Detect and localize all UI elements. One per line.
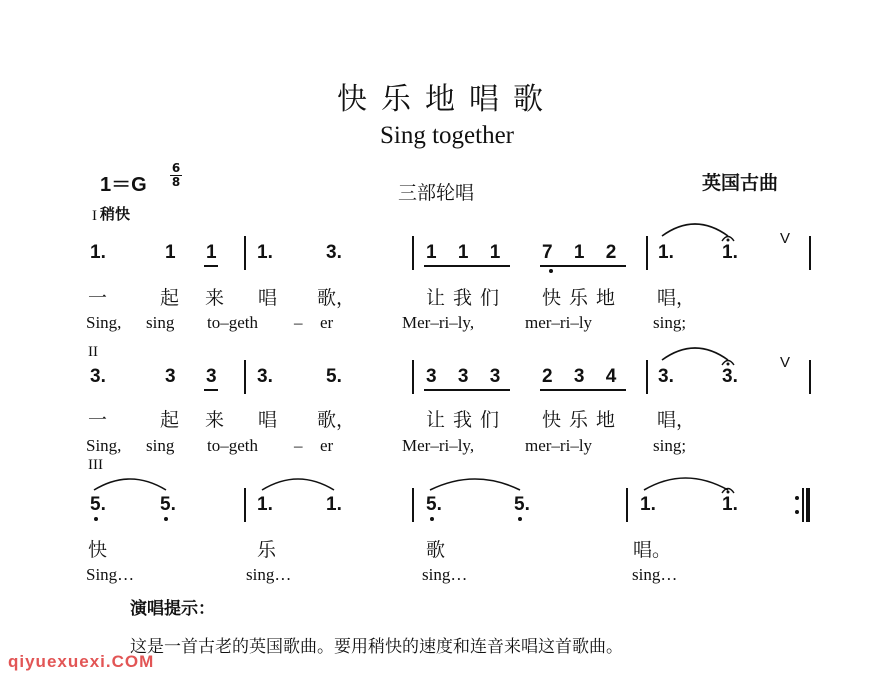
lyric: 让我们 xyxy=(426,409,508,431)
note: 5. xyxy=(426,494,442,515)
underlines xyxy=(204,266,626,390)
lyric: 来 xyxy=(205,409,225,431)
lower-octave-dot xyxy=(430,517,434,521)
fermata-dots xyxy=(727,239,730,494)
note: 3 xyxy=(165,366,176,387)
lower-octave-dot xyxy=(518,517,522,521)
note: 3. xyxy=(257,366,273,387)
note: 5. xyxy=(514,494,530,515)
lyric: sing… xyxy=(246,565,292,584)
octave-dots xyxy=(94,269,553,521)
lower-octave-dot xyxy=(164,517,168,521)
lyric: 快乐地 xyxy=(542,287,624,309)
repeat-dots xyxy=(795,496,799,514)
repeat-dot xyxy=(795,496,799,500)
note: 1. xyxy=(326,494,342,515)
note: 1. xyxy=(640,494,656,515)
song-subtitle: Sing together xyxy=(379,122,514,149)
slur xyxy=(94,479,166,490)
note: 2 3 4 xyxy=(542,366,625,387)
slur xyxy=(430,479,520,490)
lyric: sing… xyxy=(422,565,468,584)
lyric: to–geth xyxy=(207,436,258,455)
note: 1. xyxy=(722,494,738,515)
lyric: er xyxy=(320,436,334,455)
part-label-2: II xyxy=(88,344,98,360)
lyric: Mer–ri–ly, xyxy=(402,313,475,332)
lyric: sing xyxy=(146,436,175,455)
lyric: 歌 xyxy=(426,539,446,561)
slur xyxy=(662,224,728,236)
slurs xyxy=(94,224,728,490)
lower-octave-dot xyxy=(94,517,98,521)
lyric: 快乐地 xyxy=(542,409,624,431)
note: 3. xyxy=(326,242,342,263)
lyric: 歌， xyxy=(317,409,356,431)
lyric: 让我们 xyxy=(426,287,508,309)
song-title: 快乐地唱歌 xyxy=(337,82,557,117)
note: 3. xyxy=(90,366,106,387)
note: 3. xyxy=(658,366,674,387)
note: 3. xyxy=(722,366,738,387)
note: 1. xyxy=(722,242,738,263)
lyric: 歌， xyxy=(317,287,356,309)
fermata-dot xyxy=(727,239,730,242)
lyric: – xyxy=(294,313,303,332)
key-signature: 1＝G xyxy=(100,174,147,196)
lyric: 起 xyxy=(160,287,180,309)
fermata-dot xyxy=(727,491,730,494)
lyric: sing; xyxy=(653,436,687,455)
part-label-1: I xyxy=(92,208,97,224)
lyric: 唱， xyxy=(657,287,696,309)
lyric: Sing, xyxy=(86,313,122,332)
time-signature-top: 6 xyxy=(171,161,181,175)
song-origin: 英国古曲 xyxy=(702,172,779,194)
lyric: 一 xyxy=(88,287,108,309)
lyric: Sing, xyxy=(86,436,122,455)
lyric: Sing… xyxy=(86,565,135,584)
lyric: sing… xyxy=(632,565,678,584)
note: 1. xyxy=(257,494,273,515)
note: 5. xyxy=(326,366,342,387)
lyric: sing; xyxy=(653,313,687,332)
breath-mark: V xyxy=(780,230,791,247)
lyric: 唱 xyxy=(258,287,278,309)
bar-lines xyxy=(245,236,810,522)
lyric: er xyxy=(320,313,334,332)
slur xyxy=(644,478,728,490)
lyric: sing xyxy=(146,313,175,332)
note: 3 xyxy=(206,366,217,387)
lyric: 起 xyxy=(160,409,180,431)
lyric: 唱 xyxy=(258,409,278,431)
lyric: mer–ri–ly xyxy=(525,436,593,455)
note: 1. xyxy=(658,242,674,263)
lyric: Mer–ri–ly, xyxy=(402,436,475,455)
part-label-3: III xyxy=(88,457,103,473)
slur xyxy=(662,348,728,360)
note: 1 xyxy=(206,242,217,263)
fermata-dot xyxy=(727,363,730,366)
site-watermark: qiyuexuexi.COM xyxy=(8,652,155,671)
note: 1. xyxy=(90,242,106,263)
note: 1 1 1 xyxy=(426,242,509,263)
repeat-dot xyxy=(795,510,799,514)
performance-hints-text: 这是一首古老的英国歌曲。要用稍快的速度和连音来唱这首歌曲。 xyxy=(130,637,623,657)
note: 5. xyxy=(160,494,176,515)
note: 1. xyxy=(257,242,273,263)
lyric: 乐 xyxy=(257,539,277,561)
lyric: mer–ri–ly xyxy=(525,313,593,332)
slur xyxy=(262,479,334,490)
performance-note: 三部轮唱 xyxy=(398,182,475,204)
lyric: – xyxy=(294,436,303,455)
lyric: 一 xyxy=(88,409,108,431)
tempo-marking: 稍快 xyxy=(100,205,131,223)
time-signature-bottom: 8 xyxy=(171,175,181,189)
note: 1 xyxy=(165,242,176,263)
lyric: 来 xyxy=(205,287,225,309)
performance-hints-title: 演唱提示： xyxy=(130,599,215,619)
lyric: to–geth xyxy=(207,313,258,332)
lyric: 快 xyxy=(88,539,108,561)
lyric: 唱， xyxy=(657,409,696,431)
breath-mark: V xyxy=(780,354,791,371)
note: 5. xyxy=(90,494,106,515)
lower-octave-dot xyxy=(549,269,553,273)
lyric: 唱。 xyxy=(633,539,672,561)
note: 3 3 3 xyxy=(426,366,509,387)
note: 7 1 2 xyxy=(542,242,625,263)
